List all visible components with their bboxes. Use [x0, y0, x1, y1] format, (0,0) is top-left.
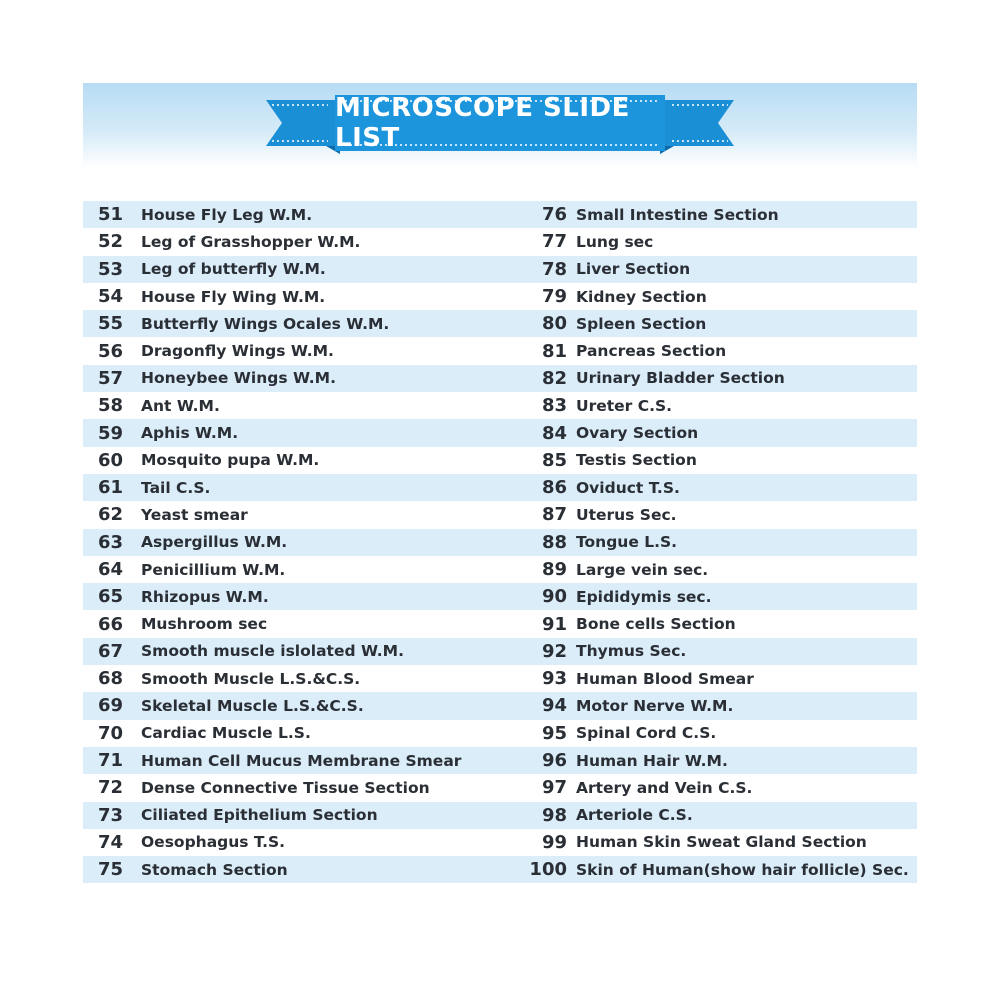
slide-name: Kidney Section — [576, 287, 707, 306]
list-row — [83, 529, 917, 556]
slide-name: Mosquito pupa W.M. — [141, 451, 320, 470]
slide-number: 85 — [541, 449, 567, 471]
list-row — [83, 283, 917, 310]
slide-number: 69 — [97, 695, 123, 717]
list-row — [83, 692, 917, 719]
slide-name: Liver Section — [576, 260, 691, 279]
slide-name: Penicillium W.M. — [141, 560, 286, 579]
slide-number: 80 — [541, 313, 567, 335]
slide-number: 92 — [541, 640, 567, 662]
list-row — [83, 337, 917, 364]
list-row — [83, 802, 917, 829]
list-row — [83, 774, 917, 801]
list-row — [83, 583, 917, 610]
slide-number: 76 — [541, 204, 567, 226]
slide-number: 62 — [97, 504, 123, 526]
slide-number: 93 — [541, 668, 567, 690]
list-row — [83, 474, 917, 501]
slide-name: Large vein sec. — [576, 560, 709, 579]
slide-number: 87 — [541, 504, 567, 526]
slide-name: Tongue L.S. — [576, 533, 678, 552]
ribbon-tail-right — [660, 100, 734, 146]
slide-name: Human Blood Smear — [576, 669, 754, 688]
slide-name: Smooth muscle islolated W.M. — [141, 642, 404, 661]
slide-number: 55 — [97, 313, 123, 335]
slide-name: Ant W.M. — [141, 396, 220, 415]
slide-name: House Fly Wing W.M. — [141, 287, 326, 306]
slide-name: Human Cell Mucus Membrane Smear — [141, 751, 462, 770]
slide-name: Testis Section — [576, 451, 697, 470]
slide-number: 97 — [541, 777, 567, 799]
slide-number: 58 — [97, 395, 123, 417]
slide-number: 74 — [97, 831, 123, 853]
list-row — [83, 365, 917, 392]
slide-number: 82 — [541, 367, 567, 389]
slide-name: Dense Connective Tissue Section — [141, 778, 430, 797]
list-row — [83, 201, 917, 228]
slide-name: Leg of Grasshopper W.M. — [141, 232, 361, 251]
slide-name: Oviduct T.S. — [576, 478, 680, 497]
slide-number: 70 — [97, 722, 123, 744]
slide-number: 94 — [541, 695, 567, 717]
list-row — [83, 392, 917, 419]
slide-name: Artery and Vein C.S. — [576, 778, 753, 797]
slide-number: 66 — [97, 613, 123, 635]
slide-number: 53 — [97, 258, 123, 280]
slide-name: Rhizopus W.M. — [141, 587, 269, 606]
slide-number: 72 — [97, 777, 123, 799]
slide-number: 65 — [97, 586, 123, 608]
slide-number: 95 — [541, 722, 567, 744]
slide-name: Epididymis sec. — [576, 587, 712, 606]
page-title: MICROSCOPE SLIDE LIST — [335, 93, 630, 153]
slide-name: Aphis W.M. — [141, 424, 239, 443]
slide-name: Smooth Muscle L.S.&C.S. — [141, 669, 361, 688]
slide-name: Motor Nerve W.M. — [576, 696, 734, 715]
slide-name: Yeast smear — [141, 505, 248, 524]
list-row — [83, 638, 917, 665]
slide-number: 51 — [97, 204, 123, 226]
slide-name: Thymus Sec. — [576, 642, 687, 661]
list-row — [83, 228, 917, 255]
list-row — [83, 256, 917, 283]
slide-name: Stomach Section — [141, 860, 288, 879]
slide-name: Ciliated Epithelium Section — [141, 806, 378, 825]
slide-name: Bone cells Section — [576, 615, 736, 634]
slide-number: 96 — [541, 750, 567, 772]
slide-number: 71 — [97, 750, 123, 772]
slide-number: 98 — [541, 804, 567, 826]
ribbon-tail-left — [266, 100, 340, 146]
slide-name: Urinary Bladder Section — [576, 369, 785, 388]
slide-number: 79 — [541, 286, 567, 308]
slide-number: 75 — [97, 859, 123, 881]
slide-name: Mushroom sec — [141, 615, 268, 634]
slide-name: Spleen Section — [576, 314, 707, 333]
slide-number: 63 — [97, 531, 123, 553]
slide-name: Small Intestine Section — [576, 205, 779, 224]
slide-number: 67 — [97, 640, 123, 662]
slide-name: Human Skin Sweat Gland Section — [576, 833, 867, 852]
slide-number: 91 — [541, 613, 567, 635]
slide-name: Pancreas Section — [576, 342, 727, 361]
slide-name: Leg of butterfly W.M. — [141, 260, 326, 279]
slide-name: Lung sec — [576, 232, 654, 251]
slide-number: 61 — [97, 477, 123, 499]
list-row — [83, 610, 917, 637]
slide-name: Honeybee Wings W.M. — [141, 369, 336, 388]
slide-number: 73 — [97, 804, 123, 826]
slide-name: Tail C.S. — [141, 478, 211, 497]
slide-number: 90 — [541, 586, 567, 608]
slide-number: 64 — [97, 559, 123, 580]
list-row — [83, 747, 917, 774]
slide-name: Uterus Sec. — [576, 505, 677, 524]
slide-name: Cardiac Muscle L.S. — [141, 724, 311, 743]
slide-number: 78 — [541, 258, 567, 280]
slide-name: Spinal Cord C.S. — [576, 724, 717, 743]
slide-name: Oesophagus T.S. — [141, 833, 286, 852]
slide-number: 60 — [97, 449, 123, 471]
slide-number: 54 — [97, 286, 123, 308]
list-row — [83, 720, 917, 747]
slide-name: Ovary Section — [576, 424, 699, 443]
list-row — [83, 419, 917, 446]
slide-number: 99 — [541, 831, 567, 853]
slide-list — [83, 201, 917, 883]
slide-number: 56 — [97, 340, 123, 362]
slide-name: Human Hair W.M. — [576, 751, 728, 770]
slide-name: Ureter C.S. — [576, 396, 673, 415]
slide-name: Dragonfly Wings W.M. — [141, 342, 334, 361]
list-row — [83, 556, 917, 583]
slide-number: 57 — [97, 367, 123, 389]
slide-number: 52 — [97, 231, 123, 253]
slide-name: Arteriole C.S. — [576, 806, 693, 825]
list-row — [83, 665, 917, 692]
slide-name: Butterfly Wings Ocales W.M. — [141, 314, 390, 333]
slide-number: 100 — [529, 859, 567, 881]
slide-number: 88 — [541, 531, 567, 553]
slide-number: 68 — [97, 668, 123, 690]
list-row — [83, 501, 917, 528]
slide-name: House Fly Leg W.M. — [141, 205, 313, 224]
slide-number: 83 — [541, 395, 567, 417]
slide-number: 81 — [541, 340, 567, 362]
list-row — [83, 856, 917, 883]
slide-number: 86 — [541, 477, 567, 499]
slide-name: Skin of Human(show hair follicle) Sec. — [576, 860, 909, 879]
list-row — [83, 310, 917, 337]
slide-number: 84 — [541, 422, 567, 444]
list-row — [83, 447, 917, 474]
slide-name: Skeletal Muscle L.S.&C.S. — [141, 696, 364, 715]
slide-number: 77 — [541, 231, 567, 253]
slide-name: Aspergillus W.M. — [141, 533, 288, 552]
slide-number: 89 — [541, 559, 567, 580]
list-row — [83, 829, 917, 856]
slide-number: 59 — [97, 422, 123, 444]
